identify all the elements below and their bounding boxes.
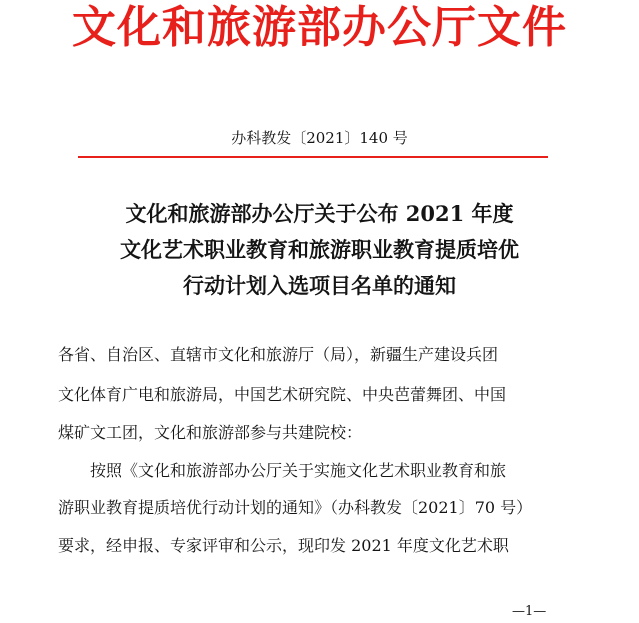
notice-title-line-1: 文化和旅游部办公厅关于公布 2021 年度 xyxy=(125,201,514,226)
red-divider-line xyxy=(78,156,548,158)
notice-title-line-2: 文化艺术职业教育和旅游职业教育提质培优 xyxy=(120,237,519,262)
page-number: —1— xyxy=(512,604,547,619)
document-number: 办科教发〔2021〕140 号 xyxy=(231,129,408,147)
addressee-line-1: 各省、自治区、直辖市文化和旅游厅（局），新疆生产建设兵团 xyxy=(58,345,499,364)
body-paragraph-line-3: 要求，经申报、专家评审和公示，现印发 2021 年度文化艺术职 xyxy=(58,536,509,555)
body-paragraph-line-2: 游职业教育提质培优行动计划的通知》（办科教发〔2021〕70 号） xyxy=(58,498,533,517)
addressee-line-2: 文化体育广电和旅游局，中国艺术研究院、中央芭蕾舞团、中国 xyxy=(58,385,507,404)
addressee-line-3: 煤矿文工团，文化和旅游部参与共建院校： xyxy=(58,423,363,442)
notice-title-line-3: 行动计划入选项目名单的通知 xyxy=(183,273,456,298)
document-header-title: 文化和旅游部办公厅文件 xyxy=(72,2,567,53)
body-paragraph-line-1: 按照《文化和旅游部办公厅关于实施文化艺术职业教育和旅 xyxy=(90,461,507,480)
